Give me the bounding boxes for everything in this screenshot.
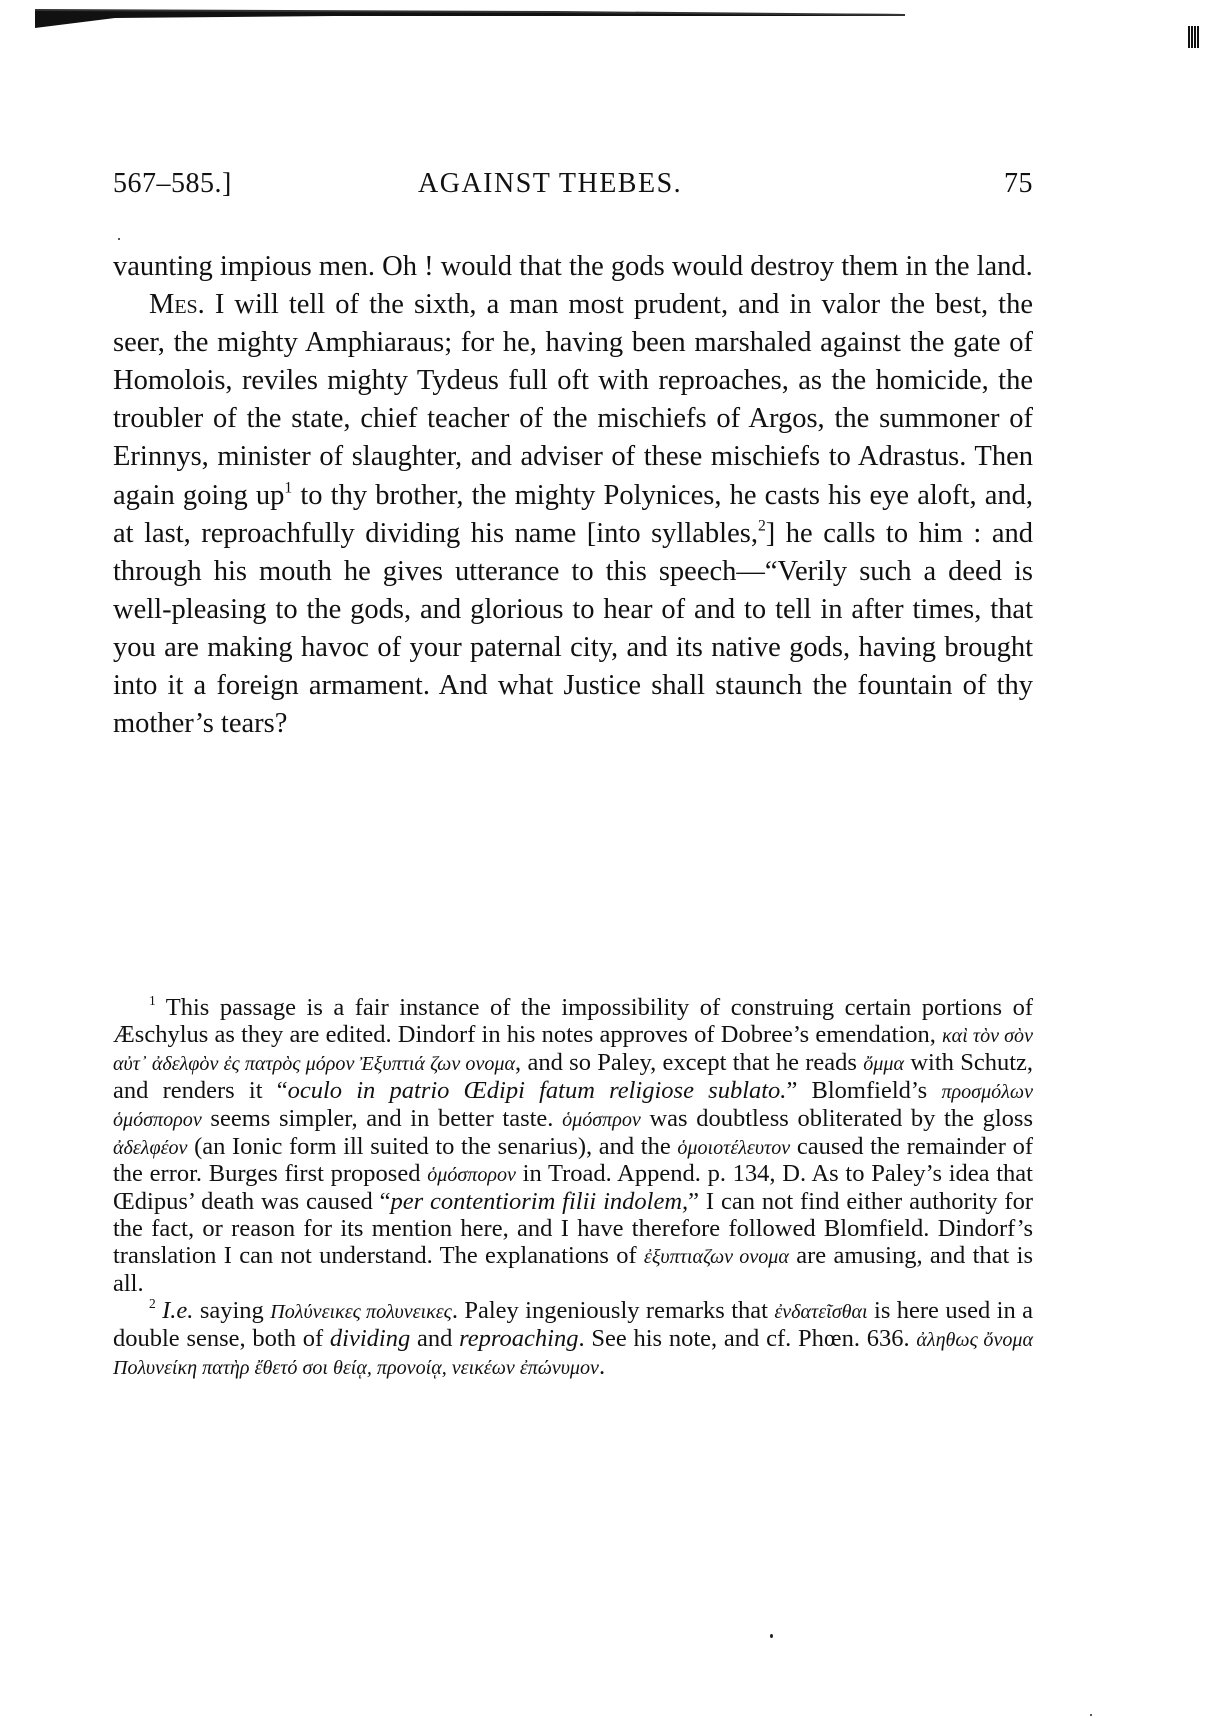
scan-edge-mark [1188,26,1200,48]
greek-text: ἀληθως ὄνομα Πολυνείκη πατὴρ ἔθετό σοι θείᾳ, προνοίᾳ, νεικέων ἐπώνυμον [113,1328,1034,1379]
greek-text: προσμόλων ὁμόσπορον [113,1080,1033,1131]
abbreviation: I.e. [155,1296,194,1324]
text-run: , and so Paley, except that he reads [515,1048,864,1076]
text-run: is here used in a double sense, both of [113,1296,1033,1352]
text-run: This passage is a fair instance of the impossibility of construing certain portions of Æschylus as they are edited. Dindorf in his notes approves of Dobree’s emendation, [113,994,1033,1048]
greek-text: καὶ τὸν σὸν αὐτ᾽ ἀδελφὸν ἐς πατρὸς μόρον Ἐξυπτιά ζων ονομα [113,1024,1033,1075]
page-number: 75 [1004,168,1033,199]
text-run: (an Ionic form ill suited to the senarius), and the [187,1132,678,1160]
footnote-mark: 1 [149,992,156,1008]
text-run: saying [193,1296,271,1324]
latin-quote: oculo in patrio Œdipi fatum religiose sublato. [287,1076,787,1104]
footnote-1 [113,992,1034,1298]
greek-text: ἀδελφέον [113,1136,188,1159]
greek-text: ὁμοιοτέλευτον [677,1136,791,1159]
greek-text: Πολύνεικες πολυνεικες [270,1300,452,1323]
greek-text: ὁμόσπορον [427,1164,516,1187]
scan-edge-shadow [35,6,905,28]
line-range: 567–585.] [113,168,232,199]
greek-text: ὄμμα [863,1052,905,1075]
text-run: ] he calls to him : and through his mouth he gives utterance to this speech—“Verily such a deed is well-pleasing to the gods, and glorious to hear of and to tell in after times, that you are making havoc of your paternal city, and its native gods, having brought into it a foreign armament. And what Justice shall staunch the fountain of thy mother’s tears? [113,517,1033,740]
text-run: . See his note, and cf. Phœn. 636. [578,1324,917,1352]
greek-text: ἐξυπτιαζων ονομα [643,1246,789,1269]
emphasis: dividing [329,1324,411,1352]
text-run: I will tell of the sixth, a man most prudent, and in valor the best, the seer, the mighty Amphiaraus; for he, having been marshaled against the gate of Homolois, reviles mighty Tydeus full oft with reproaches, as the homicide, the troubler of the state, chief teacher of the mischiefs of Argos, the summoner of Erinnys, minister of slaughter, and adviser of these mischiefs to Adrastus. Then again going up [113,289,1033,511]
footnote-ref-2[interactable]: 2 [757,516,766,534]
running-title: AGAINST THEBES. [418,168,683,199]
paragraph-2 [113,286,1033,743]
text-run: . [598,1352,606,1380]
speaker-label: Mes. [149,289,205,321]
text-run: to thy brother, the mighty Polynices, he casts his eye aloft, and, at last, reproachfully dividing his name [into syllables, [113,479,1033,549]
footnote-mark: 2 [149,1295,156,1311]
footnotes [113,992,1034,1382]
text-run: with Schutz, and renders it “ [113,1048,1033,1104]
text-run: ” Blomfield’s [786,1076,942,1104]
text-run: seems simpler, and in better taste. [201,1104,563,1132]
main-text [113,248,1033,743]
text-run: was doubtless obliterated by the gloss [640,1104,1033,1132]
footnote-2 [113,1295,1034,1382]
greek-text: ὁμόσπρον [562,1108,641,1131]
running-head [113,168,1033,208]
emphasis: reproaching [459,1324,579,1352]
text-run: . Paley ingeniously remarks that [451,1296,775,1324]
text-run: caused the remainder of the error. Burges first proposed [113,1132,1033,1188]
text-run: are amusing, and that is all. [113,1242,1033,1298]
text-run: ” I can not find either authority for the fact, or reason for its mention here, and I have therefore followed Blomfield. Dindorf’s translation I can not understand. The explanations of [113,1188,1034,1270]
latin-quote: per contentiorim filii indolem, [390,1188,689,1216]
greek-text: ἐνδατεῖσθαι [774,1300,868,1323]
text-run: in Troad. Append. p. 134, D. As to Paley’s idea that Œdipus’ death was caused “ [113,1160,1033,1216]
footnote-ref-1[interactable]: 1 [284,478,293,496]
paragraph-1: vaunting impious men. Oh ! would that the gods would destroy them in the land. [113,251,1033,282]
text-run: and [410,1324,460,1352]
